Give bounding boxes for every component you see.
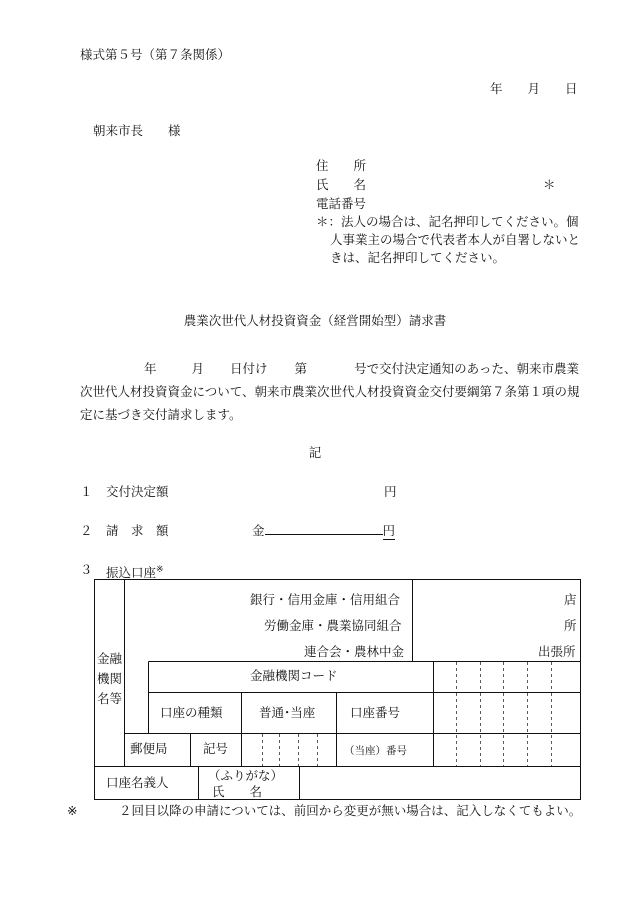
ref-year: 年 xyxy=(144,361,157,376)
account-number-label: 口座番号 xyxy=(350,705,401,720)
holder-name-label: 氏 名 xyxy=(212,784,263,799)
item2-unit: 円 xyxy=(382,523,396,538)
document-title: 農業次世代人材投資資金（経営開始型）請求書 xyxy=(183,313,447,328)
post-office-label: 郵便局 xyxy=(130,741,168,756)
account-type-label: 口座の種類 xyxy=(160,705,223,720)
footnote xyxy=(67,800,585,822)
bank-label: 金融機関名等 xyxy=(97,651,123,706)
branch-1: 店 xyxy=(564,592,577,607)
ki-heading: 記 xyxy=(308,445,322,460)
date-line: 年 月 日 xyxy=(490,81,578,96)
ref-text: 号で交付決定通知のあった、朝来市農業次世代人材投資資金について、朝来市農業次世代人材投資資金交付要綱第７条第１項の規定に基づき交付請求します。 xyxy=(80,361,580,422)
bank-code-label: 金融機関コード xyxy=(250,668,338,683)
item2-label: 請 求 額 xyxy=(106,523,169,538)
post-number-label: （当座）番号 xyxy=(344,745,407,757)
item1-label: 交付決定額 xyxy=(106,484,169,499)
post-symbol-label: 記号 xyxy=(203,741,229,756)
phone-label: 電話番号 xyxy=(316,196,367,211)
bank-types-2: 労働金庫・農業協同組合 xyxy=(264,618,402,633)
branch-2: 所 xyxy=(564,618,577,633)
item3-label: 振込口座※ xyxy=(106,565,164,581)
item3-number: ３ xyxy=(80,562,93,577)
address-label: 住 所 xyxy=(316,158,367,173)
addressee: 朝来市長 様 xyxy=(93,123,181,138)
ref-month: 月 xyxy=(191,361,205,376)
form-number: 様式第５号（第７条関係） xyxy=(80,47,231,62)
item1-unit: 円 xyxy=(384,484,397,499)
ref-no: 第 xyxy=(294,361,308,376)
footnote-mark: ※ xyxy=(67,803,78,818)
account-type-value: 普通･当座 xyxy=(259,705,316,720)
applicant-note-text: ＊：法人の場合は、記名押印してください。個人事業主の場合で代表者本人が自署しないときは、記名押印してください。 xyxy=(316,214,581,265)
bank-types-1: 銀行・信用金庫・信用組合 xyxy=(250,592,401,607)
item1-number: １ xyxy=(80,484,93,499)
holder-label: 口座名義人 xyxy=(106,775,169,790)
bank-types-3: 連合会・農林中金 xyxy=(304,644,405,659)
name-label: 氏 名 xyxy=(316,177,367,192)
furigana-label: （ふりがな） xyxy=(208,768,284,783)
item2-prefix: 金 xyxy=(252,523,265,538)
name-seal-mark: ＊ xyxy=(543,177,556,192)
branch-3: 出張所 xyxy=(538,644,576,659)
item2-number: ２ xyxy=(80,523,93,538)
ref-day: 日付け xyxy=(230,361,268,376)
footnote-text: ２回目以降の申請については、前回から変更が無い場合は、記入しなくてもよい。 xyxy=(119,803,582,818)
